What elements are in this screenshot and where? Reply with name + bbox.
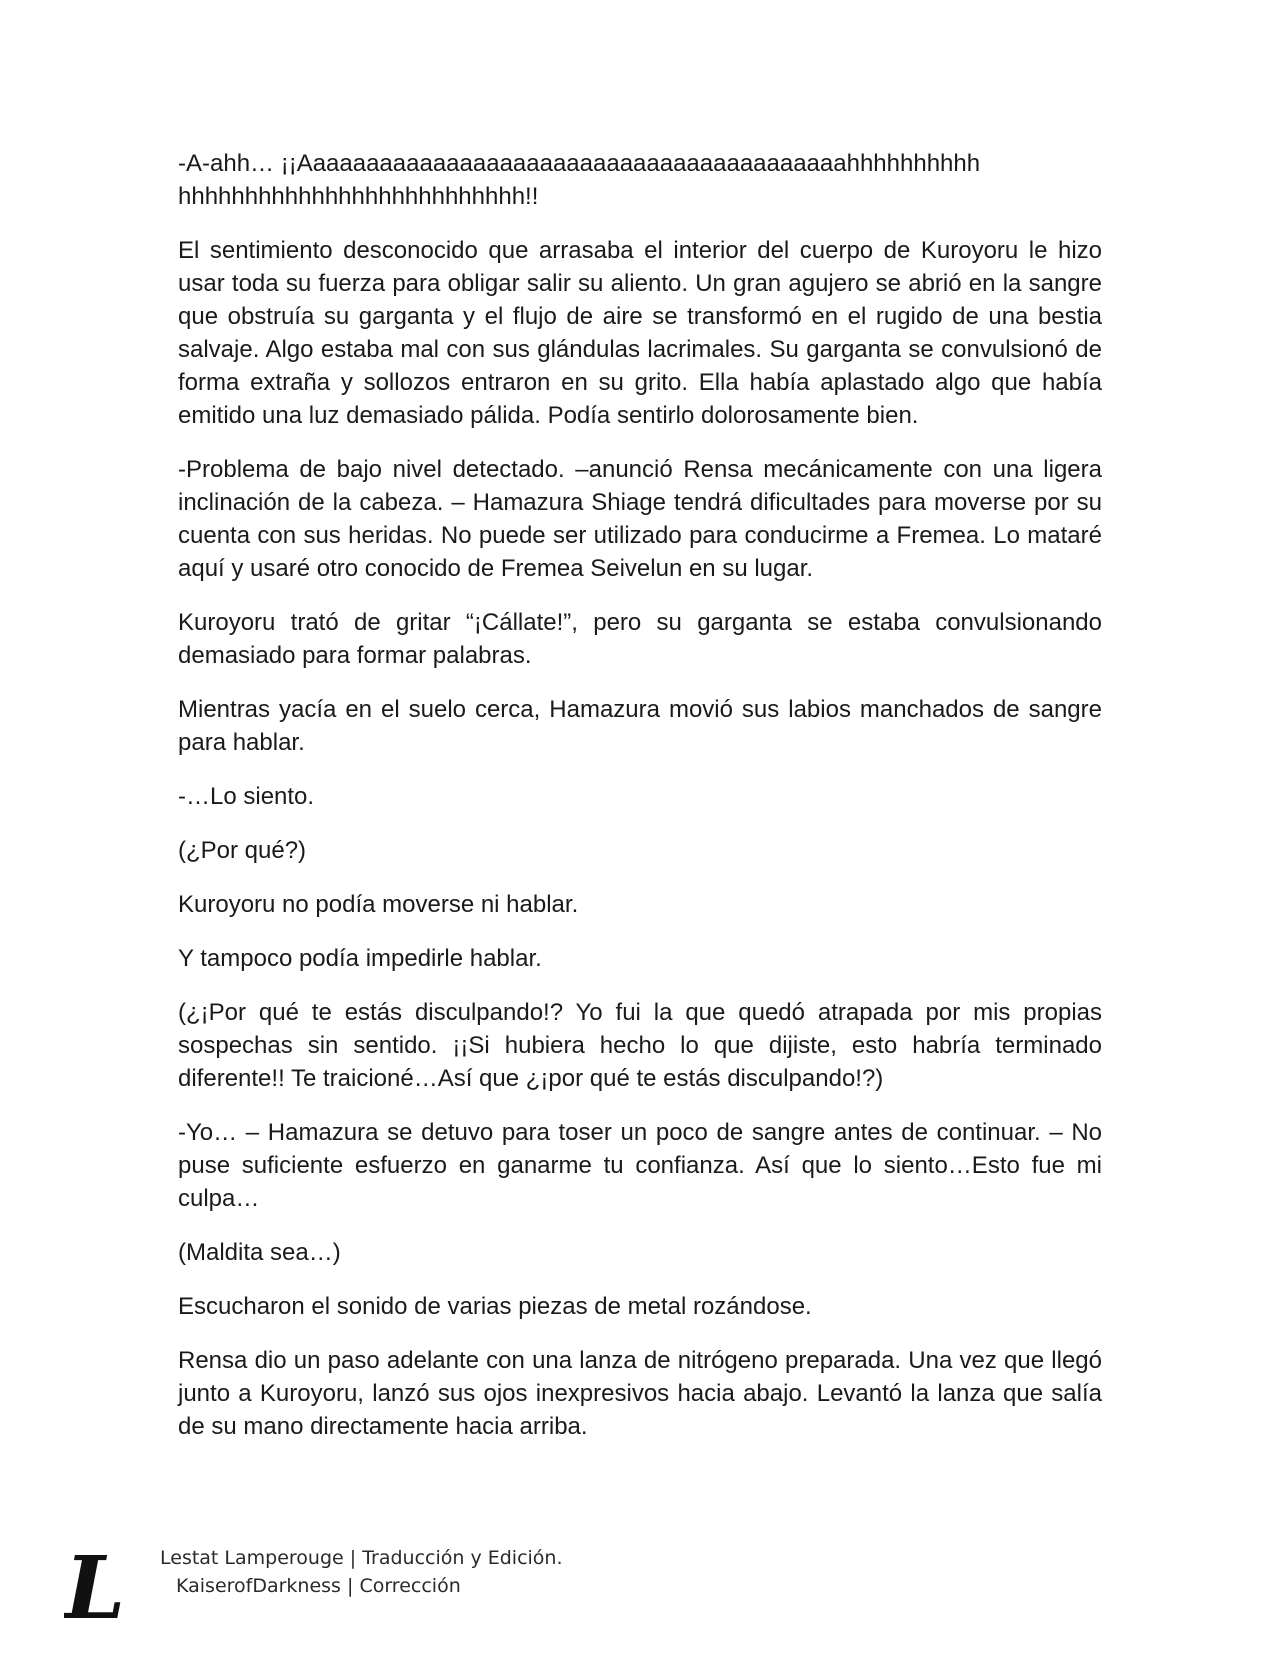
gothic-l-logo (64, 1550, 126, 1630)
paragraph: El sentimiento desconocido que arrasaba el interior del cuerpo de Kuroyoru le hizo usar toda su fuerza para obligar salir su aliento. Un gran agujero se abrió en la sangre que obstruía su garganta y el flujo de aire se transformó en el rugido de una bestia salvaje. Algo estaba mal con sus glándulas lacrimales. Su garganta se convulsionó de forma extraña y sollozos entraron en su grito. Ella había aplastado algo que había emitido una luz demasiado pálida. Podía sentirlo dolorosamente bien. (178, 237, 1102, 429)
credit-translation: Lestat Lamperouge | Traducción y Edición. (160, 1547, 563, 1569)
paragraph: Escucharon el sonido de varias piezas de metal rozándose. (178, 1293, 812, 1320)
paragraph: (¿¡Por qué te estás disculpando!? Yo fui la que quedó atrapada por mis propias sospechas sin sentido. ¡¡Si hubiera hecho lo que dijiste, esto habría terminado diferente!! Te traicioné…Así que ¿¡por qué te estás disculpando!?) (178, 999, 1102, 1092)
page-footer (0, 1540, 1280, 1656)
paragraph: (¿Por qué?) (178, 837, 307, 864)
page-body (178, 147, 1102, 1464)
credit-correction: KaiserofDarkness | Corrección (176, 1575, 461, 1597)
paragraph: Y tampoco podía impedirle hablar. (178, 945, 542, 972)
credits (160, 1544, 563, 1600)
paragraph: (Maldita sea…) (178, 1239, 341, 1266)
paragraph: -…Lo siento. (178, 783, 315, 810)
paragraph: Kuroyoru trató de gritar “¡Cállate!”, pero su garganta se estaba convulsionando demasiado para formar palabras. (178, 609, 1102, 669)
paragraph: Rensa dio un paso adelante con una lanza de nitrógeno preparada. Una vez que llegó junto a Kuroyoru, lanzó sus ojos inexpresivos hacia abajo. Levantó la lanza que salía de su mano directamente hacia arriba. (178, 1347, 1102, 1440)
paragraph: Kuroyoru no podía moverse ni hablar. (178, 891, 579, 918)
paragraph: -Problema de bajo nivel detectado. –anunció Rensa mecánicamente con una ligera inclinación de la cabeza. – Hamazura Shiage tendrá dificultades para moverse por su cuenta con sus heridas. No puede ser utilizado para conducirme a Fremea. Lo mataré aquí y usaré otro conocido de Fremea Seivelun en su lugar. (178, 456, 1102, 582)
logo-letter: L (64, 1550, 126, 1630)
paragraph: -A-ahh… ¡¡Aaaaaaaaaaaaaaaaaaaaaaaaaaaaaaaaaaaaaaaaahhhhhhhhhh hhhhhhhhhhhhhhhhhhhhhhhhhh!! (178, 150, 981, 210)
paragraph: Mientras yacía en el suelo cerca, Hamazura movió sus labios manchados de sangre para hablar. (178, 696, 1102, 756)
paragraph: -Yo… – Hamazura se detuvo para toser un poco de sangre antes de continuar. – No puse suficiente esfuerzo en ganarme tu confianza. Así que lo siento…Esto fue mi culpa… (178, 1119, 1102, 1212)
